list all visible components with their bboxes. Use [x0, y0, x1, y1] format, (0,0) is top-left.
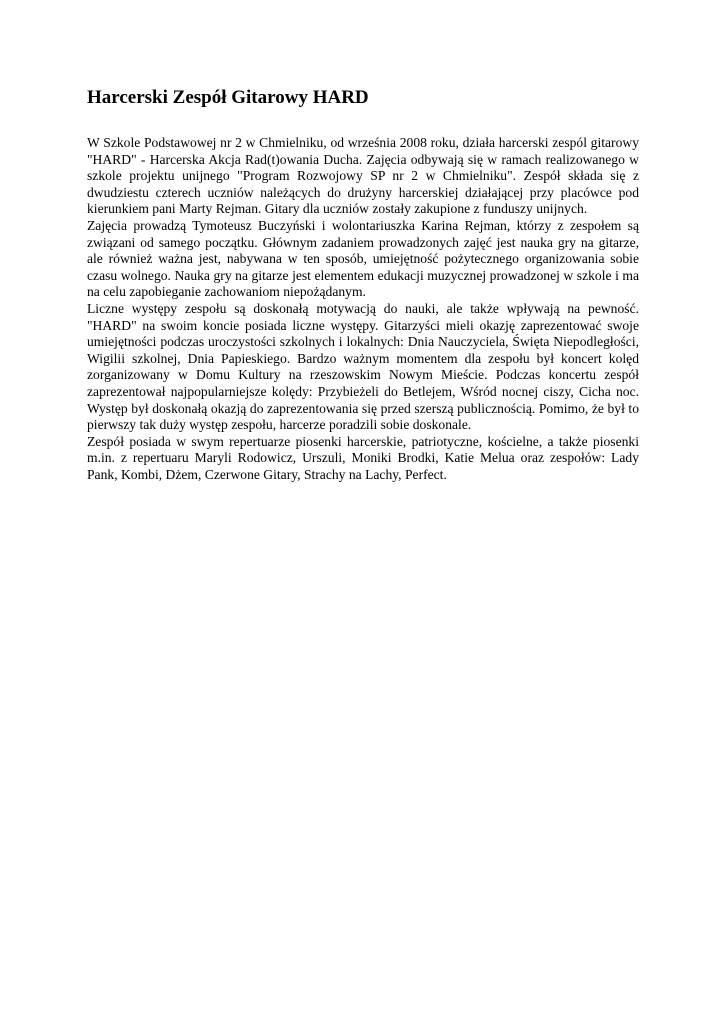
paragraph-intro: W Szkole Podstawowej nr 2 w Chmielniku, od września 2008 roku, działa harcerski zespól gitarowy "HARD" - Harcerska Akcja Rad(t)owania Ducha. Zajęcia odbywają się w ramach realizowanego w szkole projektu unijnego "Program Rozwojowy SP nr 2 w Chmielniku". Zespół składa się z dwudziestu czterech uczniów należących do drużyny harcerskiej działającej przy placówce pod kierunkiem pani Marty Rejman. Gitary dla uczniów zostały zakupione z funduszy unijnych. — [87, 135, 639, 217]
document-title: Harcerski Zespół Gitarowy HARD — [87, 87, 369, 108]
paragraph-performances: Liczne występy zespołu są doskonałą motywacją do nauki, ale także wpływają na pewność. "HARD" na swoim koncie posiada liczne występy. Gitarzyści mieli okazję zaprezentować swoje umiejętności podczas uroczystości szkolnych i lokalnych: Dnia Nauczyciela, Święta Niepodległości, Wigilii szkolnej, Dnia Papieskiego. Bardzo ważnym momentem dla zespołu był koncert kolęd zorganizowany w Domu Kultury na rzeszowskim Nowym Mieście. Podczas koncertu zespół zaprezentował najpopularniejsze kolędy: Przybieżeli do Betlejem, Wśród nocnej ciszy, Cicha noc. Występ był doskonałą okazją do zaprezentowania się przed szerszą publicznością. Pomimo, że był to pierwszy tak duży występ zespołu, harcerze poradzili sobie doskonale. — [87, 300, 639, 433]
paragraph-instructors: Zajęcia prowadzą Tymoteusz Buczyński i wolontariuszka Karina Rejman, którzy z zespołem są związani od samego początku. Głównym zadaniem prowadzonych zajęć jest nauka gry na gitarze, ale również ważna jest, nabywana w ten sposób, umiejętność pożytecznego organizowania sobie czasu wolnego. Nauka gry na gitarze jest elementem edukacji muzycznej prowadzonej w szkole i ma na celu zapobieganie zachowaniom niepożądanym. — [87, 217, 639, 300]
document-body — [87, 86, 639, 483]
paragraph-repertoire: Zespół posiada w swym repertuarze piosenki harcerskie, patriotyczne, kościelne, a także piosenki m.in. z repertuaru Maryli Rodowicz, Urszuli, Moniki Brodki, Katie Melua oraz zespołów: Lady Pank, Kombi, Dżem, Czerwone Gitary, Strachy na Lachy, Perfect. — [87, 433, 639, 482]
